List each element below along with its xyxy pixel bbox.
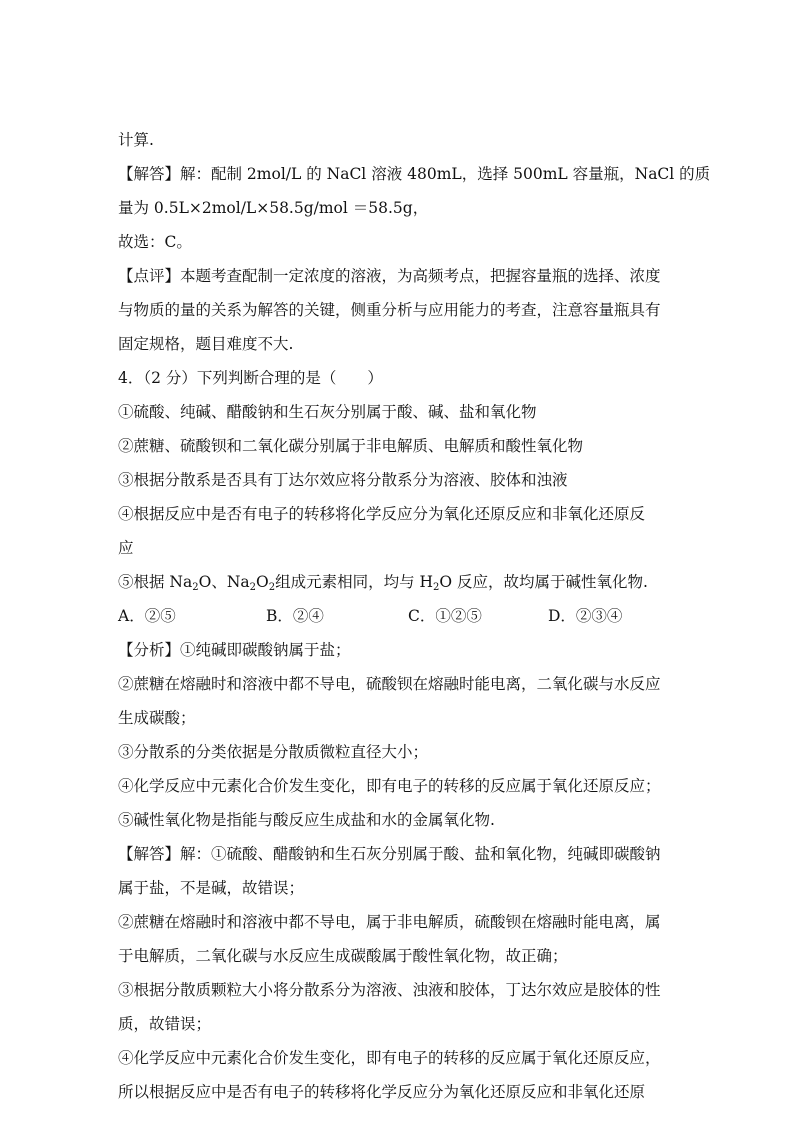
analysis-line: ④化学反应中元素化合价发生变化，即有电子的转移的反应属于氧化还原反应；: [118, 777, 661, 795]
answer-line: 属于盐，不是碱，故错误；: [118, 879, 305, 897]
answer-line: ③根据分散质颗粒大小将分散系分为溶液、浊液和胶体，丁达尔效应是胶体的性: [118, 981, 661, 999]
answer-line: 【解答】解：①硫酸、醋酸钠和生石灰分别属于酸、盐和氧化物，纯碱即碳酸钠: [118, 845, 661, 863]
statement-line: ③根据分散系是否具有丁达尔效应将分散系分为溶液、胶体和浊液: [118, 471, 568, 489]
option-c: C．①②⑤: [408, 607, 482, 625]
text-line: 量为 0.5L×2mol/L×58.5g/mol ＝58.5g，: [118, 199, 429, 217]
comment-line: 固定规格，题目难度不大.: [118, 335, 294, 353]
statement-line: ②蔗糖、硫酸钡和二氧化碳分别属于非电解质、电解质和酸性氧化物: [118, 437, 584, 455]
analysis-line: ②蔗糖在熔融时和溶液中都不导电，硫酸钡在熔融时能电离，二氧化碳与水反应: [118, 675, 661, 693]
answer-options: [118, 606, 678, 626]
question-stem: 4．（2 分）下列判断合理的是（ ）: [118, 369, 383, 387]
analysis-line: ⑤碱性氧化物是指能与酸反应生成盐和水的金属氧化物.: [118, 811, 495, 829]
text-line: 计算.: [118, 131, 154, 149]
comment-line: 与物质的量的关系为解答的关键，侧重分析与应用能力的考查，注意容量瓶具有: [118, 301, 661, 319]
option-b: B．②④: [266, 607, 324, 625]
comment-line: 【点评】本题考查配制一定浓度的溶液，为高频考点，把握容量瓶的选择、浓度: [118, 267, 661, 285]
option-d: D．②③④: [548, 607, 623, 625]
statement-line-formula: ⑤根据 $Na_2O$、$Na_2O_2$组成元素相同，均与 $H_2O$ 反应，故均属于碱性氧化物.: [118, 573, 648, 593]
analysis-line: 生成碳酸；: [118, 709, 196, 727]
analysis-line: 【分析】①纯碱即碳酸钠属于盐；: [118, 641, 351, 659]
answer-line: 质，故错误；: [118, 1015, 212, 1033]
text-line: 故选：C。: [118, 233, 192, 251]
analysis-line: ③分散系的分类依据是分散质微粒直径大小；: [118, 743, 429, 761]
answer-line: ②蔗糖在熔融时和溶液中都不导电，属于非电解质，硫酸钡在熔融时能电离，属: [118, 913, 661, 931]
answer-line: 于电解质，二氧化碳与水反应生成碳酸属于酸性氧化物，故正确；: [118, 947, 568, 965]
statement-line: ④根据反应中是否有电子的转移将化学反应分为氧化还原反应和非氧化还原反: [118, 505, 646, 523]
answer-line: ④化学反应中元素化合价发生变化，即有电子的转移的反应属于氧化还原反应，: [118, 1049, 661, 1067]
statement-line: 应: [118, 539, 134, 557]
option-a: A．②⑤: [118, 607, 176, 625]
statement-line: ①硫酸、纯碱、醋酸钠和生石灰分别属于酸、碱、盐和氧化物: [118, 403, 537, 421]
text-line: 【解答】解：配制 2mol/L 的 NaCl 溶液 480mL，选择 500mL 容量瓶，NaCl 的质: [118, 165, 711, 183]
answer-line: 所以根据反应中是否有电子的转移将化学反应分为氧化还原反应和非氧化还原: [118, 1083, 646, 1101]
